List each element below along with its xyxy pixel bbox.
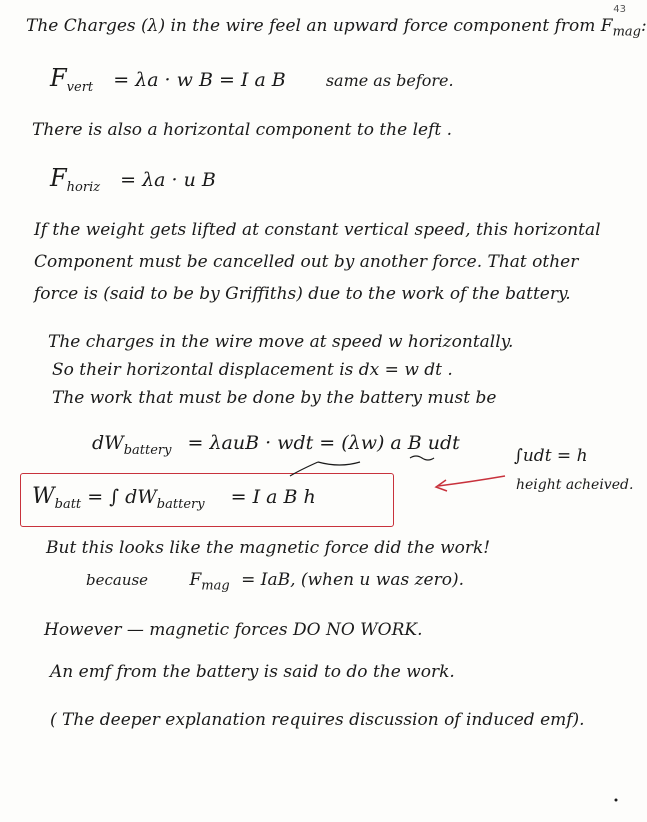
fhoriz-subscript: horiz bbox=[66, 179, 101, 195]
fhoriz-rhs: = λa · u B bbox=[120, 169, 216, 191]
stray-dot bbox=[615, 799, 618, 802]
because-word: because bbox=[86, 571, 149, 589]
dw-symbol: dW bbox=[92, 432, 124, 454]
intro-text: The Charges (λ) in the wire feel an upward force component from F bbox=[26, 16, 613, 36]
red-arrow-line bbox=[438, 476, 505, 486]
wbatt-integral-subscript: battery bbox=[156, 496, 205, 512]
paragraph-2-line-3: The work that must be done by the battery must be bbox=[52, 388, 497, 408]
fvert-symbol: F bbox=[50, 64, 67, 92]
fvert-subscript: vert bbox=[66, 79, 94, 95]
paragraph-2-line-2: So their horizontal displacement is dx = w dt . bbox=[52, 360, 453, 380]
dw-subscript: battery bbox=[123, 442, 172, 458]
fvert-rhs: = λa · w B = I a B bbox=[113, 69, 286, 91]
side-integral: ∫udt = h bbox=[514, 446, 588, 466]
paragraph-3-line-1: But this looks like the magnetic force did the work! bbox=[46, 538, 491, 558]
udt-squiggle bbox=[410, 456, 434, 460]
page-number: 43 bbox=[613, 4, 626, 15]
fmag-rhs: = IaB, (when u was zero). bbox=[241, 570, 465, 590]
paragraph-1-line-3: force is (said to be by Griffiths) due to the work of the battery. bbox=[34, 284, 571, 304]
wbatt-rhs: = I a B h bbox=[230, 486, 316, 508]
intro-colon: : bbox=[640, 16, 647, 36]
emf-line: An emf from the battery is said to do the work. bbox=[50, 662, 455, 682]
deeper-explanation-line: ( The deeper explanation requires discussion of induced emf). bbox=[50, 710, 585, 730]
intro-subscript: mag bbox=[612, 24, 641, 40]
horizontal-component-line: There is also a horizontal component to the left . bbox=[32, 120, 453, 140]
fmag-subscript: mag bbox=[201, 578, 230, 594]
wbatt-subscript: batt bbox=[54, 496, 82, 512]
fmag-symbol: F bbox=[189, 570, 202, 590]
paragraph-1-line-1: If the weight gets lifted at constant vertical speed, this horizontal bbox=[34, 220, 601, 240]
side-note-height: height acheived. bbox=[516, 477, 634, 493]
paragraph-3-line-2 bbox=[86, 572, 464, 592]
paragraph-1-line-2: Component must be cancelled out by another force. That other bbox=[34, 252, 579, 272]
wbatt-symbol: W bbox=[32, 484, 55, 509]
magnetic-forces-line: However — magnetic forces DO NO WORK. bbox=[44, 620, 423, 640]
bracket-curve-left bbox=[290, 462, 318, 476]
bracket-curve-top bbox=[318, 462, 360, 465]
wbatt-integral: = ∫ dW bbox=[87, 486, 157, 508]
paragraph-2-line-1: The charges in the wire move at speed w horizontally. bbox=[48, 332, 514, 352]
fhoriz-symbol: F bbox=[50, 164, 67, 192]
fvert-note: same as before. bbox=[325, 71, 454, 90]
dw-rhs: = λauB · wdt = (λw) a B udt bbox=[187, 432, 460, 454]
